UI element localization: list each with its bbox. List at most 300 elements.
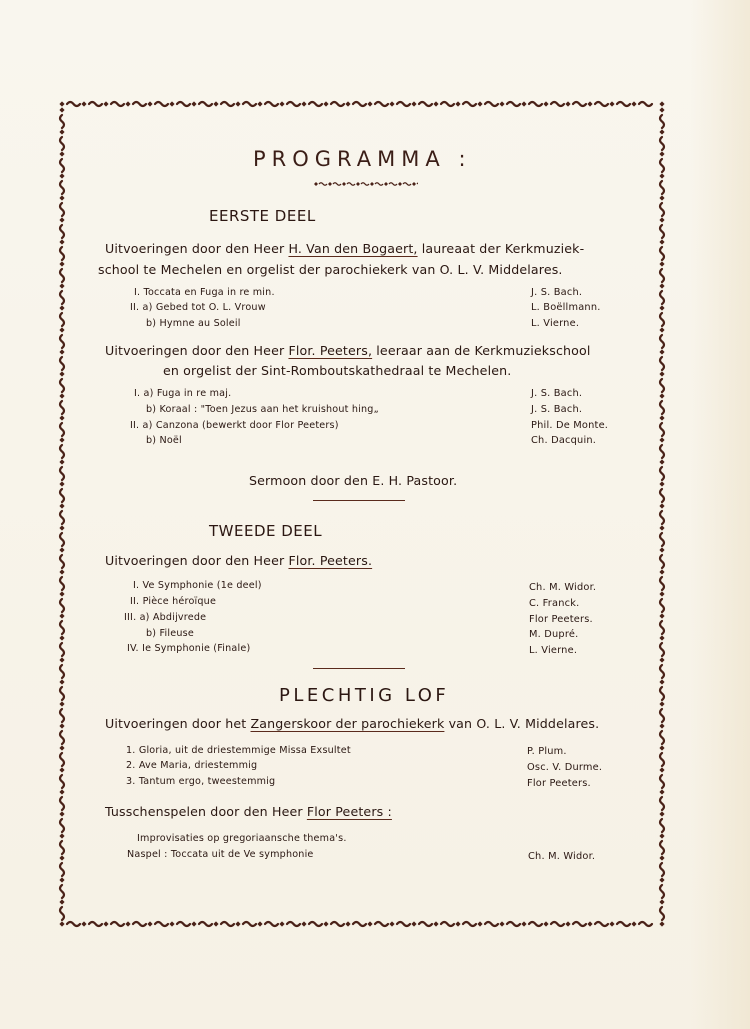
border-wave [660, 379, 664, 392]
border-wave [660, 533, 664, 546]
border-dot [477, 101, 482, 106]
border-dot [81, 101, 86, 106]
border-wave [60, 863, 64, 876]
border-wave [529, 922, 542, 926]
border-wave [60, 621, 64, 634]
border-dot [59, 107, 64, 112]
list-item: I. Ve Symphonie (1e deel) [133, 580, 262, 591]
border-wave [111, 922, 124, 926]
border-wave [60, 335, 64, 348]
border-dot [279, 921, 284, 926]
border-dot [659, 811, 664, 816]
border-wave [60, 181, 64, 194]
border-dot [345, 921, 350, 926]
border-dot [59, 723, 64, 728]
border-dot [235, 101, 240, 106]
border-wave [660, 291, 664, 304]
composer: Phil. De Monte. [531, 420, 609, 431]
border-wave [243, 922, 256, 926]
border-dot [213, 921, 218, 926]
border-dot [433, 101, 438, 106]
list-item: b) Hymne au Soleil [146, 318, 241, 329]
border-dot [659, 591, 664, 596]
border-wave [60, 819, 64, 832]
border-dot [631, 101, 636, 106]
border-wave [221, 102, 234, 106]
border-wave [60, 357, 64, 370]
composer: L. Boëllmann. [531, 302, 601, 313]
tweede-deel-performer: Uitvoeringen door den Heer Flor. Peeters. [105, 553, 373, 568]
border-wave [660, 577, 664, 590]
composer: J. S. Bach. [531, 287, 583, 298]
border-dot [147, 101, 152, 106]
border-wave [660, 863, 664, 876]
border-dot [235, 921, 240, 926]
title-ornament [312, 180, 418, 190]
border-dot [169, 921, 174, 926]
border-dot [125, 921, 130, 926]
border-dot [59, 437, 64, 442]
border-wave [660, 687, 664, 700]
border-dot [659, 569, 664, 574]
border-wave [375, 102, 388, 106]
border-wave [111, 102, 124, 106]
border-wave [60, 797, 64, 810]
border-wave [660, 797, 664, 810]
composer: Ch. M. Widor. [528, 851, 596, 862]
composer: J. S. Bach. [531, 404, 583, 415]
border-wave [265, 922, 278, 926]
border-wave [353, 922, 366, 926]
border-dot [59, 679, 64, 684]
border-dot [169, 101, 174, 106]
border-dot [191, 921, 196, 926]
page-title: PROGRAMMA : [253, 147, 472, 171]
border-dot [659, 547, 664, 552]
border-dot [213, 101, 218, 106]
border-dot [565, 921, 570, 926]
border-wave [660, 225, 664, 238]
border-wave [60, 203, 64, 216]
border-wave [60, 445, 64, 458]
list-item: 3. Tantum ergo, tweestemmig [126, 776, 276, 787]
list-item: II. a) Canzona (bewerkt door Flor Peeters) [130, 420, 339, 431]
border-dot [59, 767, 64, 772]
border-wave [639, 102, 652, 106]
border-wave [89, 922, 102, 926]
border-dot [659, 283, 664, 288]
border-dot [345, 101, 350, 106]
border-wave [60, 643, 64, 656]
border-dot [59, 239, 64, 244]
border-dot [59, 503, 64, 508]
border-dot [499, 921, 504, 926]
border-wave [660, 555, 664, 568]
border-wave [660, 247, 664, 260]
border-dot [59, 855, 64, 860]
border-wave [243, 102, 256, 106]
border-dot [59, 129, 64, 134]
border-dot [59, 283, 64, 288]
performer1-line1: Uitvoeringen door den Heer H. Van den Bogaert, laureaat der Kerkmuziek- [105, 241, 585, 256]
border-dot [59, 635, 64, 640]
border-dot [609, 921, 614, 926]
list-item: 2. Ave Maria, driestemmig [126, 760, 258, 771]
list-item: III. a) Abdijvrede [124, 612, 207, 623]
border-dot [659, 101, 664, 106]
border-dot [59, 569, 64, 574]
border-dot [103, 921, 108, 926]
border-dot [147, 921, 152, 926]
border-wave [485, 102, 498, 106]
border-wave [60, 489, 64, 502]
border-dot [659, 305, 664, 310]
border-wave [660, 775, 664, 788]
border-dot [659, 789, 664, 794]
border-wave [60, 115, 64, 128]
border-wave [660, 621, 664, 634]
composer: M. Dupré. [529, 629, 579, 640]
border-wave [660, 599, 664, 612]
border-wave [155, 922, 168, 926]
divider [313, 500, 405, 501]
border-dot [59, 877, 64, 882]
border-dot [59, 899, 64, 904]
composer: Osc. V. Durme. [527, 762, 603, 773]
border-wave [660, 489, 664, 502]
border-dot [59, 657, 64, 662]
border-wave [595, 102, 608, 106]
border-dot [659, 371, 664, 376]
border-wave [67, 922, 80, 926]
border-wave [67, 102, 80, 106]
list-item: I. Toccata en Fuga in re min. [134, 287, 275, 298]
border-dot [659, 129, 664, 134]
plechtig-lof-performer: Uitvoeringen door het Zangerskoor der parochiekerk van O. L. V. Middelares. [105, 716, 600, 731]
border-wave [660, 467, 664, 480]
border-dot [59, 481, 64, 486]
performer1-line2: school te Mechelen en orgelist der parochiekerk van O. L. V. Middelares. [98, 262, 563, 277]
border-wave [60, 665, 64, 678]
border-wave [331, 102, 344, 106]
border-wave [660, 665, 664, 678]
border-wave [60, 159, 64, 172]
border-wave [660, 181, 664, 194]
section-heading-plechtig-lof: PLECHTIG LOF [279, 685, 450, 706]
border-dot [659, 261, 664, 266]
divider [313, 668, 405, 669]
border-wave [551, 102, 564, 106]
border-dot [659, 899, 664, 904]
border-dot [367, 101, 372, 106]
border-wave [60, 885, 64, 898]
border-wave [660, 159, 664, 172]
border-dot [659, 679, 664, 684]
border-dot [659, 877, 664, 882]
border-dot [455, 921, 460, 926]
border-wave [177, 102, 190, 106]
border-wave [60, 687, 64, 700]
border-wave [419, 102, 432, 106]
border-dot [659, 327, 664, 332]
border-dot [659, 525, 664, 530]
list-item: 1. Gloria, uit de driestemmige Missa Exsultet [126, 745, 351, 756]
border-wave [60, 731, 64, 744]
border-wave [660, 885, 664, 898]
border-dot [81, 921, 86, 926]
border-dot [59, 101, 64, 106]
composer: L. Vierne. [531, 318, 580, 329]
border-dot [59, 921, 64, 926]
border-wave [60, 247, 64, 260]
border-dot [59, 195, 64, 200]
border-dot [433, 921, 438, 926]
border-dot [59, 613, 64, 618]
border-wave [419, 922, 432, 926]
border-dot [257, 921, 262, 926]
border-dot [59, 745, 64, 750]
border-dot [659, 195, 664, 200]
list-item: I. a) Fuga in re maj. [134, 388, 232, 399]
border-dot [659, 833, 664, 838]
border-wave [60, 379, 64, 392]
performer2-name: Flor. Peeters, [288, 343, 373, 358]
border-dot [367, 921, 372, 926]
border-dot [543, 101, 548, 106]
border-wave [60, 291, 64, 304]
border-dot [301, 921, 306, 926]
border-wave [573, 922, 586, 926]
border-wave [375, 922, 388, 926]
border-wave [660, 511, 664, 524]
border-dot [543, 921, 548, 926]
border-wave [507, 922, 520, 926]
plechtig-lof-performer-name: Zangerskoor der parochiekerk [250, 716, 445, 731]
improvisaties: Improvisaties op gregoriaansche thema's. [137, 833, 347, 844]
border-dot [659, 481, 664, 486]
naspel: Naspel : Toccata uit de Ve symphonie [127, 849, 314, 860]
border-wave [60, 907, 64, 920]
border-dot [59, 591, 64, 596]
border-wave [309, 922, 322, 926]
border-wave [60, 225, 64, 238]
border-wave [60, 775, 64, 788]
tweede-deel-performer-name: Flor. Peeters. [288, 553, 373, 568]
border-wave [617, 922, 630, 926]
border-wave [265, 102, 278, 106]
border-dot [587, 101, 592, 106]
border-dot [659, 767, 664, 772]
border-wave [221, 922, 234, 926]
section-heading-eerste-deel: EERSTE DEEL [209, 207, 316, 225]
border-dot [659, 173, 664, 178]
composer: P. Plum. [527, 746, 567, 757]
border-dot [323, 101, 328, 106]
border-wave [89, 102, 102, 106]
border-dot [565, 101, 570, 106]
border-dot [59, 151, 64, 156]
border-dot [659, 415, 664, 420]
border-dot [477, 921, 482, 926]
border-wave [660, 445, 664, 458]
border-dot [59, 305, 64, 310]
border-dot [609, 101, 614, 106]
border-wave [60, 511, 64, 524]
border-dot [659, 723, 664, 728]
border-dot [659, 855, 664, 860]
border-wave [660, 313, 664, 326]
border-wave [60, 467, 64, 480]
border-wave [60, 599, 64, 612]
border-dot [659, 503, 664, 508]
border-wave [617, 102, 630, 106]
border-dot [659, 657, 664, 662]
border-dot [587, 921, 592, 926]
border-dot [301, 101, 306, 106]
border-wave [60, 555, 64, 568]
border-dot [659, 151, 664, 156]
section-heading-tweede-deel: TWEEDE DEEL [209, 522, 323, 540]
border-wave [660, 423, 664, 436]
border-dot [411, 921, 416, 926]
border-wave [133, 102, 146, 106]
border-dot [103, 101, 108, 106]
border-wave [660, 137, 664, 150]
border-dot [411, 101, 416, 106]
border-dot [59, 393, 64, 398]
border-wave [199, 922, 212, 926]
border-dot [59, 811, 64, 816]
border-dot [59, 415, 64, 420]
border-wave [60, 269, 64, 282]
border-wave [287, 922, 300, 926]
border-wave [660, 841, 664, 854]
border-dot [659, 349, 664, 354]
border-dot [59, 217, 64, 222]
border-wave [660, 357, 664, 370]
border-wave [60, 841, 64, 854]
border-wave [60, 753, 64, 766]
border-dot [59, 261, 64, 266]
composer: J. S. Bach. [531, 388, 583, 399]
list-item: II. Pièce héroïque [130, 596, 217, 607]
performer2-line2: en orgelist der Sint-Romboutskathedraal te Mechelen. [163, 363, 512, 378]
list-item: b) Koraal : "Toen Jezus aan het kruishout hing„ [146, 404, 379, 415]
border-wave [199, 102, 212, 106]
border-wave [60, 709, 64, 722]
border-wave [660, 203, 664, 216]
border-wave [60, 313, 64, 326]
border-dot [59, 547, 64, 552]
border-dot [59, 327, 64, 332]
border-dot [659, 437, 664, 442]
border-wave [287, 102, 300, 106]
border-wave [353, 102, 366, 106]
border-dot [125, 101, 130, 106]
list-item: b) Noël [146, 435, 182, 446]
border-dot [659, 459, 664, 464]
border-dot [191, 101, 196, 106]
border-wave [507, 102, 520, 106]
tusschenspelen-name: Flor Peeters : [306, 804, 392, 819]
border-dot [279, 101, 284, 106]
border-dot [659, 745, 664, 750]
border-dot [257, 101, 262, 106]
border-dot [59, 173, 64, 178]
border-wave [529, 102, 542, 106]
border-dot [631, 921, 636, 926]
composer: Flor Peeters. [529, 614, 593, 625]
border-dot [659, 107, 664, 112]
border-wave [331, 922, 344, 926]
border-wave [573, 102, 586, 106]
border-wave [60, 577, 64, 590]
border-dot [659, 217, 664, 222]
border-dot [499, 101, 504, 106]
border-wave [463, 102, 476, 106]
border-wave [660, 401, 664, 414]
border-dot [659, 635, 664, 640]
border-wave [660, 907, 664, 920]
composer: L. Vierne. [529, 645, 578, 656]
border-wave [660, 753, 664, 766]
composer: C. Franck. [529, 598, 580, 609]
border-dot [59, 789, 64, 794]
composer: Flor Peeters. [527, 778, 591, 789]
border-dot [59, 701, 64, 706]
border-wave [595, 922, 608, 926]
border-dot [59, 349, 64, 354]
border-dot [521, 921, 526, 926]
border-dot [323, 921, 328, 926]
border-dot [659, 613, 664, 618]
tusschenspelen-line: Tusschenspelen door den Heer Flor Peeters : [105, 804, 392, 819]
border-wave [60, 423, 64, 436]
border-dot [59, 371, 64, 376]
border-dot [389, 101, 394, 106]
border-wave [551, 922, 564, 926]
border-wave [60, 533, 64, 546]
border-wave [397, 922, 410, 926]
border-dot [59, 525, 64, 530]
border-dot [659, 701, 664, 706]
border-wave [485, 922, 498, 926]
border-wave [60, 401, 64, 414]
sermoon: Sermoon door den E. H. Pastoor. [249, 473, 458, 488]
list-item: b) Fileuse [146, 628, 194, 639]
border-wave [441, 102, 454, 106]
border-wave [639, 922, 652, 926]
border-dot [659, 239, 664, 244]
border-wave [660, 115, 664, 128]
performer1-name: H. Van den Bogaert, [288, 241, 418, 256]
border-dot [455, 101, 460, 106]
border-wave [660, 269, 664, 282]
border-wave [60, 137, 64, 150]
border-wave [397, 102, 410, 106]
border-dot [521, 101, 526, 106]
border-dot [389, 921, 394, 926]
composer: Ch. Dacquin. [531, 435, 597, 446]
border-wave [660, 819, 664, 832]
border-wave [441, 922, 454, 926]
border-wave [660, 731, 664, 744]
border-dot [59, 833, 64, 838]
border-dot [659, 921, 664, 926]
border-wave [309, 102, 322, 106]
border-wave [177, 922, 190, 926]
border-wave [463, 922, 476, 926]
